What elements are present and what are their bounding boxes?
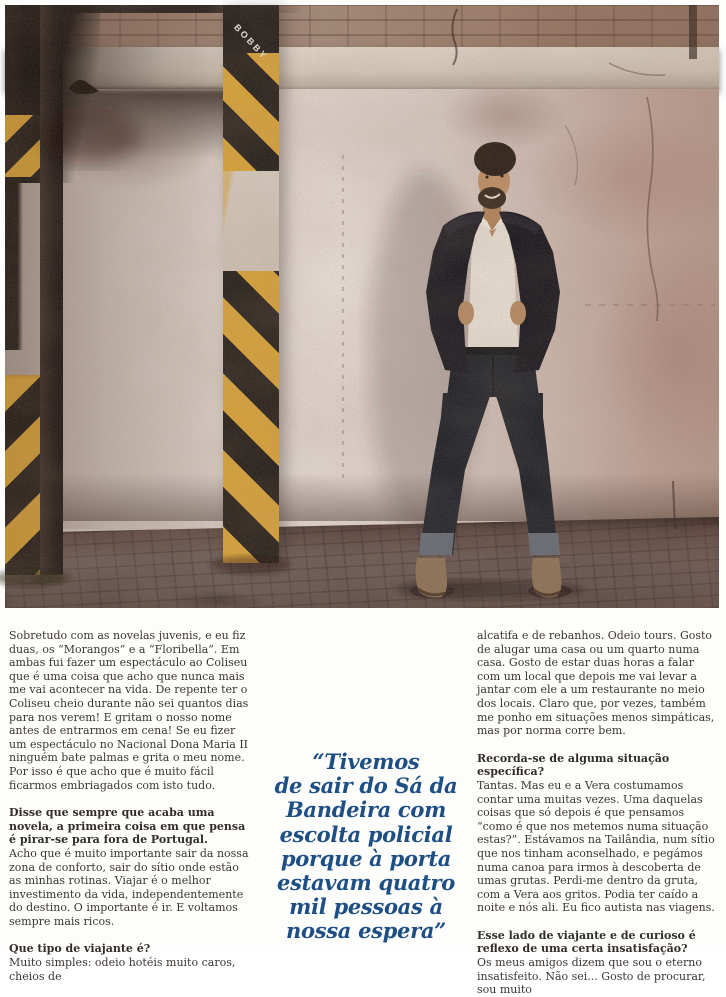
- answer-paragraph: Sobretudo com as novelas juvenis, e eu fiz duas, os “Morangos” e a “Floribella”. Em ambas fui fazer um espectáculo ao Coliseu que é uma coisa que acho que nunca mais me vai acontecer na vida. De repente ter o Coliseu cheio durante não sei quantos dias para nos verem! E gritam o nosso nome antes de entrarmos em cena! Se eu fizer um espectáculo no Nacional Dona Maria II ninguém bate palmas e grita o meu nome. Por isso é que acho que é muito fácil ficarmos embriagados com isto tudo.: [9, 629, 249, 792]
- pull-quote-line: nossa espera”: [286, 918, 446, 944]
- answer-paragraph: Muito simples: odeio hotéis muito caros, cheios de: [9, 956, 236, 983]
- question-paragraph: Recorda-se de alguma situação específica?: [477, 751, 670, 779]
- question-paragraph: Disse que sempre que acaba uma novela, a primeira coisa em que pensa é pirar-se para fora de Portugal.: [9, 806, 246, 847]
- answer-paragraph: Acho que é muito importante sair da nossa zona de conforto, sair do sítio onde estão as minhas rotinas. Viajar é o melhor investimento da vida, independentemente do destino. O importante é ir. E voltamos sempre mais ricos.: [9, 846, 249, 928]
- answer-paragraph: Os meus amigos dizem que sou o eterno insatisfeito. Não sei... Gosto de procurar, sou muito: [477, 956, 706, 997]
- question-paragraph: Esse lado de viajante e de curioso é reflexo de uma certa insatisfação?: [477, 928, 696, 956]
- pull-quote-line: estavam quatro: [277, 870, 455, 896]
- pull-quote-line: de sair do Sá da: [274, 773, 458, 799]
- column-left: [9, 629, 250, 983]
- pull-quote-line: porque à porta: [280, 845, 452, 871]
- answer-paragraph: Tantas. Mas eu e a Vera costumamos contar uma muitas vezes. Uma daquelas coisas que só depois é que pensamos “como é que nos metemos numa situação estas?”. Estávamos na Tailândia, num sítio que nos tinham aconselhado, e pegámos numa canoa para irmos à descoberta de umas grutas. Perdi-me dentro da gruta, com a Vera aos gritos. Podia ter caído a noite e nós ali. Eu fico autista nas viagens.: [477, 778, 715, 915]
- answer-paragraph: alcatifa e de rebanhos. Odeio tours. Gosto de alugar uma casa ou um quarto numa casa. Gosto de estar duas horas a falar com um local que depois me vai levar a jantar com ele a um restaurante no meio dos locais. Claro que, por vezes, também me ponho em situações menos simpáticas, mas por norma corre bem.: [477, 629, 715, 738]
- pull-quote-line: “Tivemos: [312, 749, 420, 774]
- column-right: [477, 629, 717, 997]
- photo-figure-layer: [5, 5, 719, 608]
- pull-quote: [258, 750, 474, 944]
- photo-grain-texture: [5, 5, 719, 608]
- pull-quote-line: Bandeira com: [285, 797, 447, 823]
- hero-photo: [5, 5, 719, 608]
- pull-quote-line: escolta policial: [279, 821, 453, 847]
- pull-quote-line: mil pessoas à: [289, 894, 443, 920]
- question-paragraph: Que tipo de viajante é?: [9, 942, 151, 956]
